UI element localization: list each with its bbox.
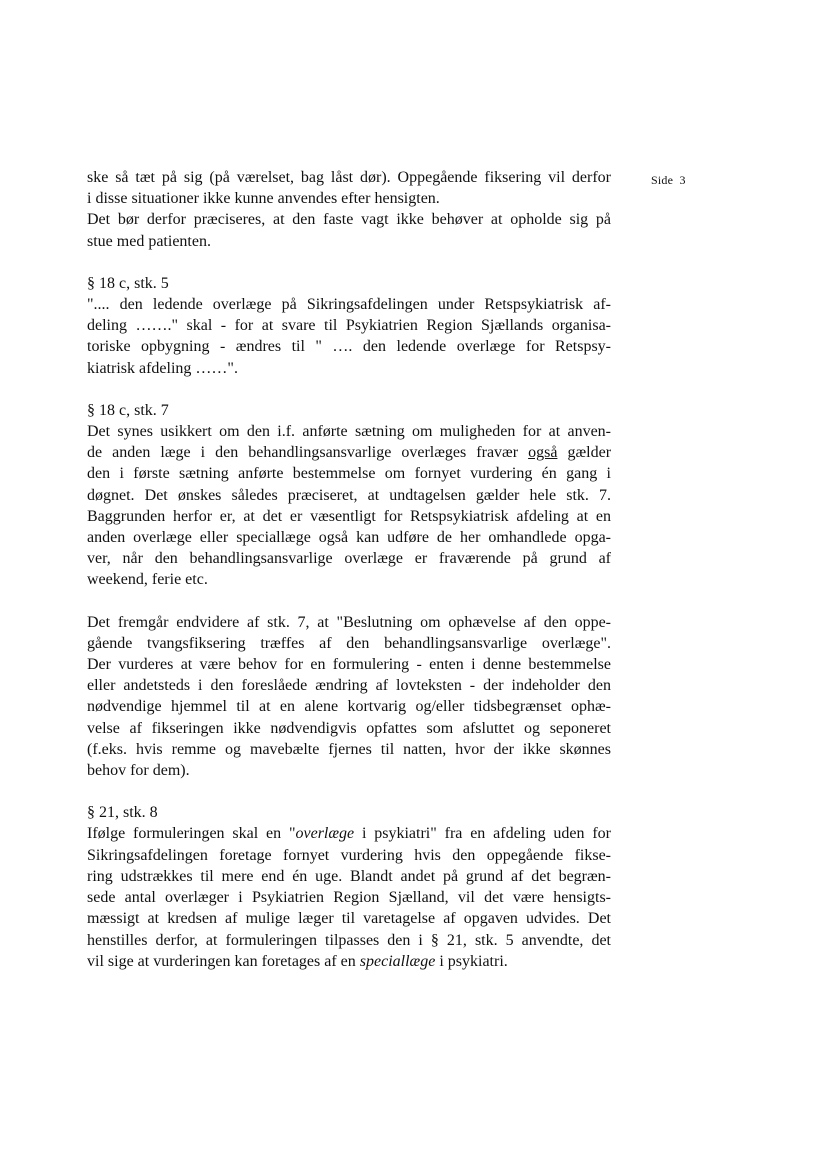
- italic-term: overlæge: [295, 825, 355, 843]
- text-run: i psykiatri" fra en afdeling uden for: [354, 825, 611, 843]
- paragraph-21-stk8: [87, 802, 611, 972]
- paragraph-stk7-continued: [87, 612, 611, 782]
- text-line: Det bør derfor præciseres, at den faste vagt ikke behøver at opholde sig på: [87, 211, 611, 229]
- text-line: weekend, ferie etc.: [87, 571, 208, 589]
- text-line: eller andetsteds i den foreslåede ændring af lovteksten - der indeholder den: [87, 677, 611, 695]
- paragraph-18c-stk7: [87, 400, 611, 591]
- italic-term: speciallæge: [359, 952, 436, 970]
- text-line: [87, 442, 611, 463]
- text-line: velse af fikseringen ikke nødvendigvis opfattes som afsluttet og seponeret: [87, 719, 611, 737]
- text-line: Det fremgår endvidere af stk. 7, at "Beslutning om ophævelse af den oppe-: [87, 613, 611, 631]
- page-number-value: 3: [679, 173, 686, 187]
- text-line: døgnet. Det ønskes således præciseret, at undtagelsen gælder hele stk. 7.: [87, 486, 611, 504]
- section-heading: § 18 c, stk. 5: [87, 274, 169, 292]
- text-line: [87, 823, 611, 844]
- paragraph-1: [87, 167, 611, 252]
- text-line: ring udstrækkes til mere end én uge. Blandt andet på grund af det begræn-: [87, 867, 611, 885]
- text-line: toriske opbygning - ændres til " …. den ledende overlæge for Retspsy-: [87, 338, 611, 356]
- text-line: ver, når den behandlingsansvarlige overlæge er fraværende på grund af: [87, 550, 611, 568]
- text-line: kiatrisk afdeling ……".: [87, 359, 238, 377]
- page-number: [651, 173, 686, 188]
- text-line: ske så tæt på sig (på værelset, bag låst dør). Oppegående fiksering vil derfor: [87, 169, 611, 186]
- section-heading: § 21, stk. 8: [87, 804, 158, 822]
- page-label: Side: [651, 173, 674, 187]
- text-line: henstilles derfor, at formuleringen tilpasses den i § 21, stk. 5 anvendte, det: [87, 931, 611, 949]
- text-line: Baggrunden herfor er, at det er væsentligt for Retspsykiatrisk afdeling at en: [87, 507, 611, 525]
- text-line: Sikringsafdelingen foretage fornyet vurdering hvis den oppegående fikse-: [87, 846, 611, 864]
- text-line: gående tvangsfiksering træffes af den behandlingsansvarlige overlæge".: [87, 634, 611, 652]
- text-run: i psykiatri.: [435, 952, 508, 970]
- text-run: de anden læge i den behandlingsansvarlige overlæges fravær: [87, 444, 519, 462]
- text-line: i disse situationer ikke kunne anvendes efter hensigten.: [87, 190, 440, 208]
- text-line: sede antal overlæger i Psykiatrien Region Sjælland, vil det være hensigts-: [87, 889, 611, 907]
- text-line: stue med patienten.: [87, 232, 211, 250]
- text-line: [87, 951, 611, 972]
- text-line: mæssigt at kredsen af mulige læger til varetagelse af opgaven udvides. Det: [87, 910, 611, 928]
- text-run: vil sige at vurderingen kan foretages af en: [87, 952, 356, 970]
- underlined-word: også: [528, 444, 558, 462]
- text-line: nødvendige hjemmel til at en alene kortvarig og/eller tidsbegrænset ophæ-: [87, 698, 611, 716]
- section-heading: § 18 c, stk. 7: [87, 401, 169, 419]
- body-text: [87, 167, 611, 993]
- text-line: deling ……." skal - for at svare til Psykiatrien Region Sjællands organisa-: [87, 317, 611, 335]
- text-line: Det synes usikkert om den i.f. anførte sætning om muligheden for at anven-: [87, 423, 611, 441]
- text-line: anden overlæge eller speciallæge også kan udføre de her omhandlede opga-: [87, 529, 611, 547]
- text-run: gælder: [567, 444, 612, 462]
- text-line: ".... den ledende overlæge på Sikringsafdelingen under Retspsykiatrisk af-: [87, 296, 611, 314]
- text-line: behov for dem).: [87, 762, 190, 780]
- text-run: Ifølge formuleringen skal en ": [87, 825, 296, 843]
- paragraph-18c-stk5: [87, 273, 611, 379]
- text-line: (f.eks. hvis remme og mavebælte fjernes til natten, hvor der ikke skønnes: [87, 740, 611, 758]
- text-line: den i første sætning anførte bestemmelse om fornyet vurdering én gang i: [87, 465, 611, 483]
- text-line: Der vurderes at være behov for en formulering - enten i denne bestemmelse: [87, 656, 611, 674]
